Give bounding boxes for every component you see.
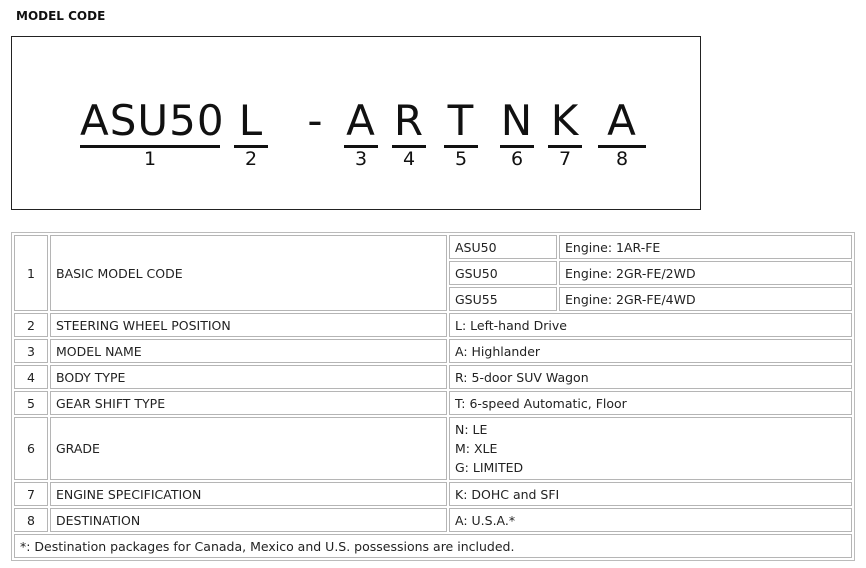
- code-segment-5: [444, 96, 478, 170]
- row-value: A: Highlander: [449, 339, 852, 363]
- sub-code: GSU50: [449, 261, 557, 285]
- grade-option: N: LE: [455, 422, 488, 437]
- table-row: [14, 391, 852, 415]
- model-code-table: [11, 232, 855, 561]
- row-item: GRADE: [50, 417, 447, 480]
- table-row: [14, 313, 852, 337]
- code-letters: A: [346, 96, 376, 145]
- row-number: 4: [14, 365, 48, 389]
- code-segment-1: [80, 96, 225, 170]
- code-letters: K: [550, 96, 580, 145]
- code-number: 7: [558, 148, 572, 170]
- row-item: DESTINATION: [50, 508, 447, 532]
- row-value-list: [449, 417, 852, 480]
- code-segment-3: [344, 96, 378, 170]
- code-number: 5: [454, 148, 468, 170]
- code-number: 1: [143, 148, 157, 170]
- footnote: *: Destination packages for Canada, Mexico and U.S. possessions are included.: [14, 534, 852, 558]
- code-segment-6: [500, 96, 534, 170]
- row-value: L: Left-hand Drive: [449, 313, 852, 337]
- code-letters: A: [607, 96, 637, 145]
- row-item: GEAR SHIFT TYPE: [50, 391, 447, 415]
- table-row: [14, 482, 852, 506]
- code-segment-4: [392, 96, 426, 170]
- row-number: 5: [14, 391, 48, 415]
- sub-code: ASU50: [449, 235, 557, 259]
- row-value: K: DOHC and SFI: [449, 482, 852, 506]
- row-value: A: U.S.A.*: [449, 508, 852, 532]
- row-number: 6: [14, 417, 48, 480]
- table-row: [14, 417, 852, 480]
- row-number: 3: [14, 339, 48, 363]
- code-number: 8: [615, 148, 629, 170]
- grade-option: G: LIMITED: [455, 460, 524, 475]
- sub-desc: Engine: 1AR-FE: [559, 235, 852, 259]
- row-item: STEERING WHEEL POSITION: [50, 313, 447, 337]
- grade-option: M: XLE: [455, 441, 498, 456]
- page-title: MODEL CODE: [16, 9, 106, 23]
- code-segment-7: [548, 96, 582, 170]
- sub-desc: Engine: 2GR-FE/4WD: [559, 287, 852, 311]
- row-item: ENGINE SPECIFICATION: [50, 482, 447, 506]
- row-value: R: 5-door SUV Wagon: [449, 365, 852, 389]
- row-number: 8: [14, 508, 48, 532]
- code-number: 4: [402, 148, 416, 170]
- table-row: [14, 534, 852, 558]
- code-segment-2: [234, 96, 268, 170]
- row-value: T: 6-speed Automatic, Floor: [449, 391, 852, 415]
- code-letters: ASU50: [80, 96, 225, 145]
- code-letters: L: [238, 96, 264, 145]
- row-number: 1: [14, 235, 48, 311]
- row-number: 7: [14, 482, 48, 506]
- table-row: [14, 365, 852, 389]
- code-number: 3: [354, 148, 368, 170]
- row-item: BODY TYPE: [50, 365, 447, 389]
- code-letters: N: [500, 96, 534, 145]
- code-separator: -: [307, 96, 323, 145]
- code-number: 2: [244, 148, 258, 170]
- row-item: BASIC MODEL CODE: [50, 235, 447, 311]
- table-row: [14, 508, 852, 532]
- code-letters: R: [393, 96, 425, 145]
- code-segment-8: [598, 96, 646, 170]
- code-number: 6: [510, 148, 524, 170]
- table-row: [14, 339, 852, 363]
- table-row: [14, 235, 852, 259]
- model-code-diagram: [11, 36, 701, 210]
- sub-code: GSU55: [449, 287, 557, 311]
- code-letters: T: [447, 96, 475, 145]
- row-item: MODEL NAME: [50, 339, 447, 363]
- row-number: 2: [14, 313, 48, 337]
- sub-desc: Engine: 2GR-FE/2WD: [559, 261, 852, 285]
